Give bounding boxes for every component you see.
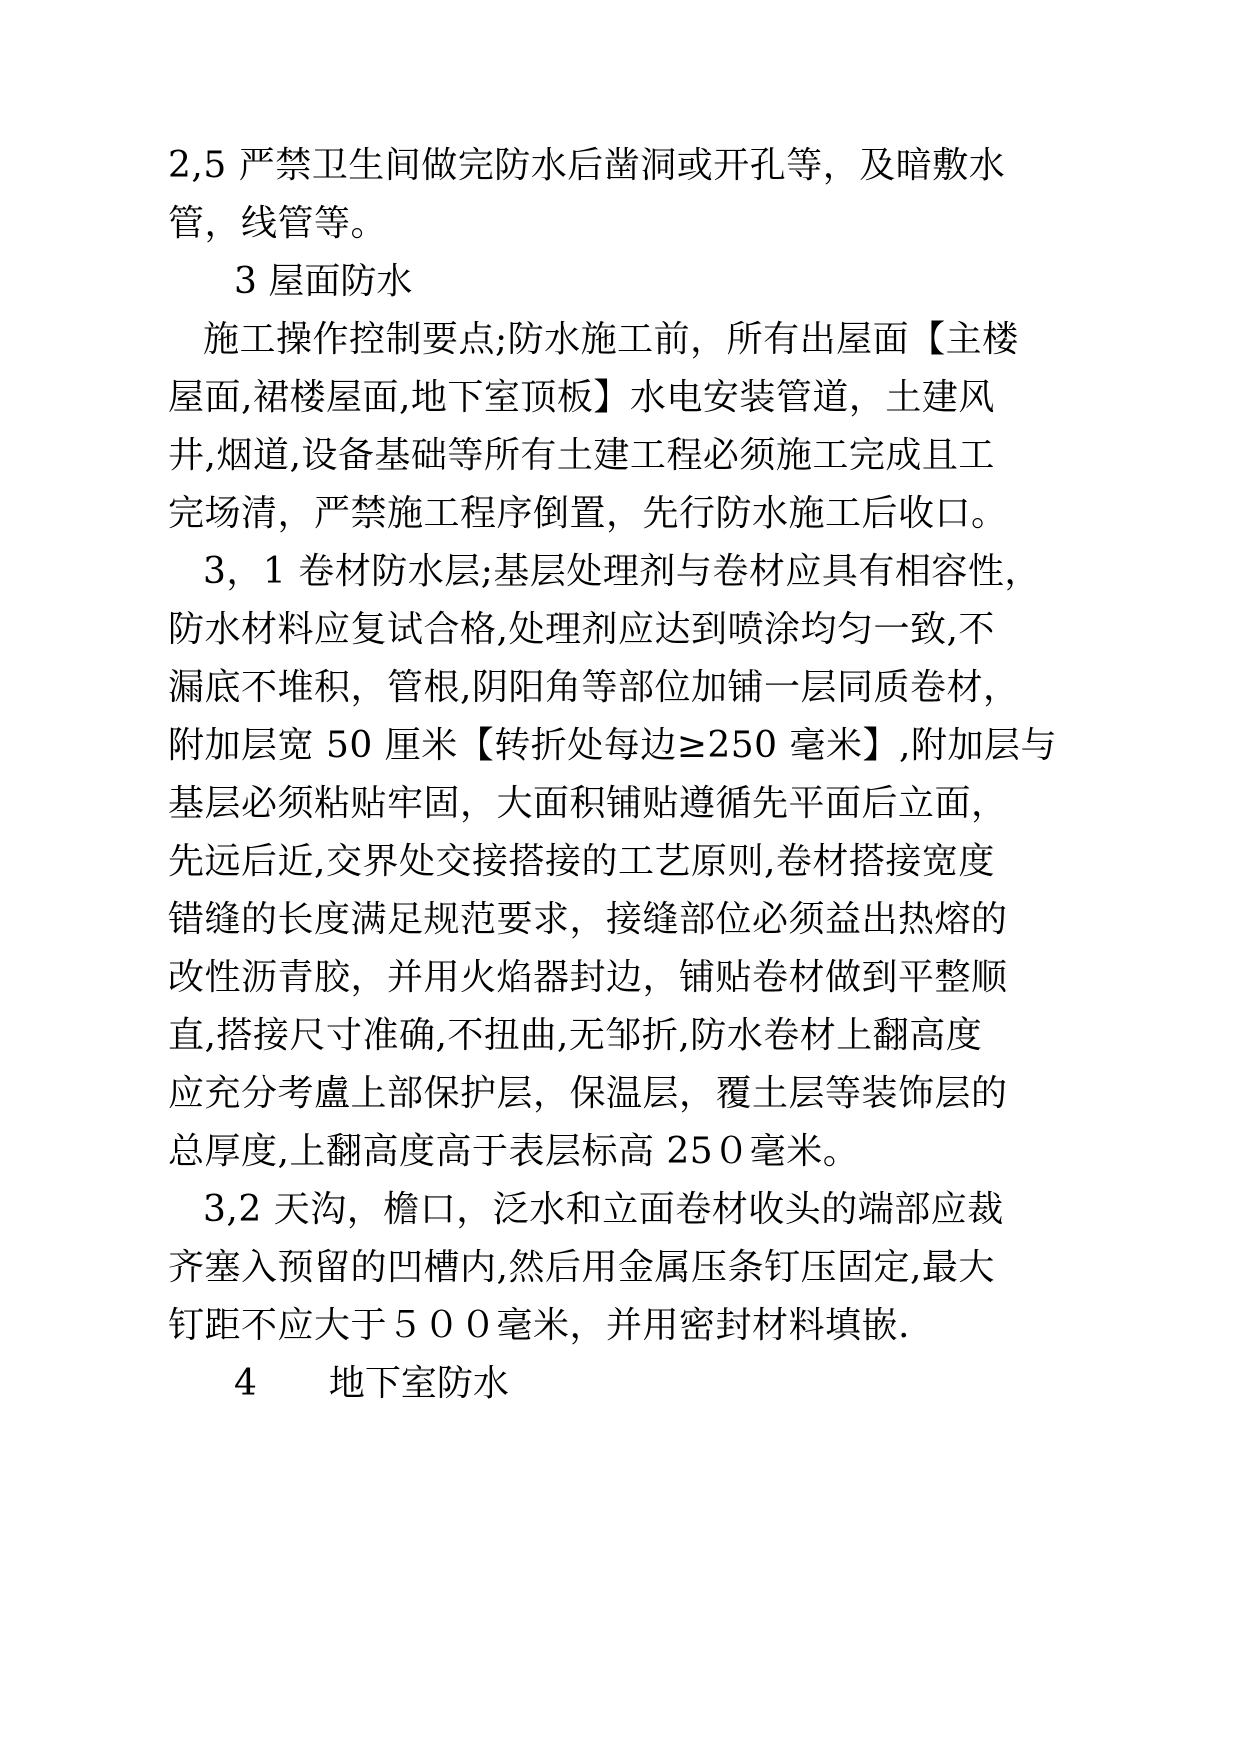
paragraph-line: 3,2 天沟，檐口，泛水和立面卷材收头的端部应裁 xyxy=(203,1189,1004,1230)
section-heading-roof-waterproofing: 3 屋面防水 xyxy=(234,261,413,302)
paragraph-line: 完场清，严禁施工程序倒置，先行防水施工后收口。 xyxy=(168,493,1008,534)
paragraph-line: 先远后近,交界处交接搭接的工艺原则,卷材搭接宽度 xyxy=(168,841,995,882)
paragraph-line: 管，线管等。 xyxy=(168,203,388,244)
paragraph-line: 漏底不堆积，管根,阴阳角等部位加铺一层同质卷材， xyxy=(168,667,1020,708)
paragraph-line: 井,烟道,设备基础等所有土建工程必须施工完成且工 xyxy=(168,435,995,476)
paragraph-line: 钉距不应大于５００毫米，并用密封材料填嵌. xyxy=(168,1305,910,1346)
paragraph-line: 错缝的长度满足规范要求，接缝部位必须益出热熔的 xyxy=(168,899,1008,940)
paragraph-line: 应充分考盧上部保护层，保温层，覆土层等装饰层的 xyxy=(168,1073,1008,1114)
paragraph-line: 总厚度,上翻高度高于表层标高 25０毫米。 xyxy=(168,1131,860,1172)
paragraph-line: 直,搭接尺寸准确,不扭曲,无邹折,防水卷材上翻高度 xyxy=(168,1015,983,1056)
paragraph-line: 2,5 严禁卫生间做完防水后凿洞或开孔等，及暗敷水 xyxy=(168,145,1006,186)
paragraph-line: 防水材料应复试合格,处理剂应达到喷涂均匀一致,不 xyxy=(168,609,995,650)
paragraph-line: 屋面,裙楼屋面,地下室顶板】水电安装管道，土建风 xyxy=(168,377,995,418)
paragraph-line: 改性沥青胶，并用火焰器封边，铺贴卷材做到平整顺 xyxy=(168,957,1008,998)
paragraph-line: 附加层宽 50 厘米【转折处每边≥250 毫米】,附加层与 xyxy=(168,725,1057,766)
paragraph-line: 施工操作控制要点;防水施工前，所有出屋面【主楼 xyxy=(203,319,1019,360)
section-heading-basement-waterproofing: 4 地下室防水 xyxy=(234,1363,509,1404)
paragraph-line: 齐塞入预留的凹槽内,然后用金属压条钉压固定,最大 xyxy=(168,1247,995,1288)
paragraph-line: 基层必须粘贴牢固，大面积铺贴遵循先平面后立面， xyxy=(168,783,1008,824)
paragraph-line: 3，1 卷材防水层;基层处理剂与卷材应具有相容性， xyxy=(203,551,1041,592)
